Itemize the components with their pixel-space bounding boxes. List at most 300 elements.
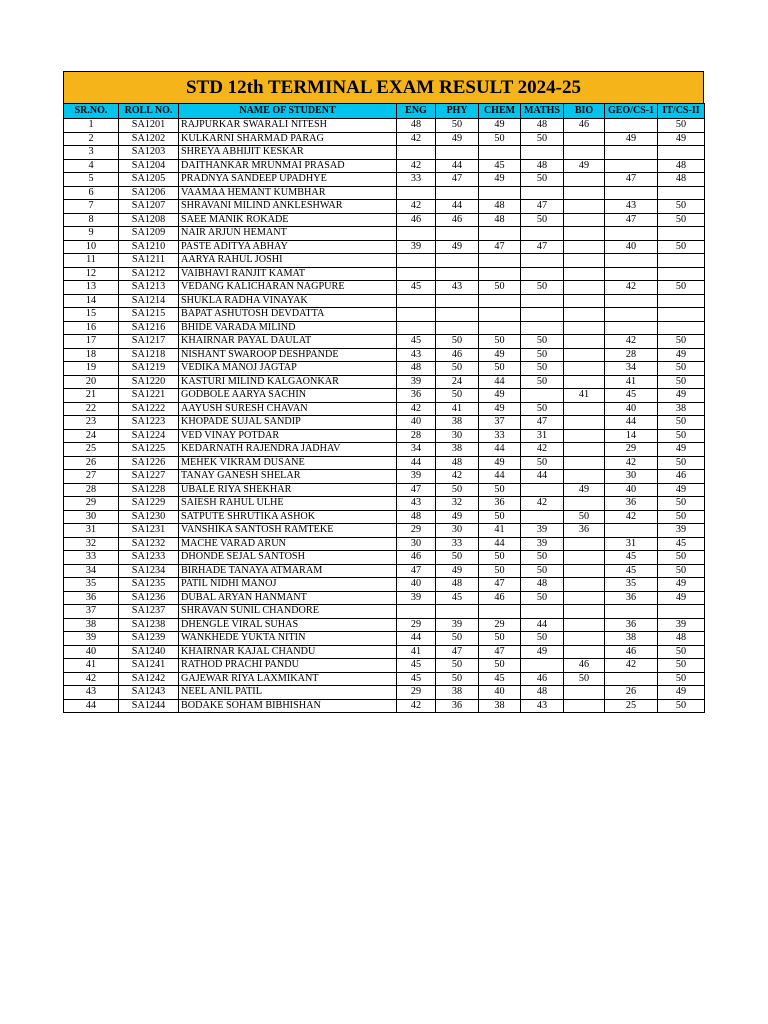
phy-cell: 47: [436, 173, 479, 187]
maths-cell: [521, 227, 564, 241]
student-name-cell: KHAIRNAR PAYAL DAULAT: [179, 335, 397, 349]
chem-cell: [479, 321, 521, 335]
geo-cs1-cell: 42: [605, 510, 658, 524]
bio-cell: 49: [564, 483, 605, 497]
phy-cell: 49: [436, 132, 479, 146]
student-name-cell: WANKHEDE YUKTA NITIN: [179, 632, 397, 646]
student-name-cell: SATPUTE SHRUTIKA ASHOK: [179, 510, 397, 524]
chem-cell: 48: [479, 213, 521, 227]
table-row: [64, 483, 705, 497]
col-header-geo-cs1: GEO/CS-1: [605, 104, 658, 119]
eng-cell: 42: [397, 159, 436, 173]
sr-no-cell: 33: [64, 551, 119, 565]
roll-no-cell: SA1222: [119, 402, 179, 416]
sr-no-cell: 10: [64, 240, 119, 254]
geo-cs1-cell: 43: [605, 200, 658, 214]
chem-cell: 44: [479, 537, 521, 551]
student-name-cell: SHUKLA RADHA VINAYAK: [179, 294, 397, 308]
phy-cell: [436, 267, 479, 281]
maths-cell: 50: [521, 213, 564, 227]
col-header-chem: CHEM: [479, 104, 521, 119]
maths-cell: 46: [521, 672, 564, 686]
phy-cell: 50: [436, 632, 479, 646]
bio-cell: 50: [564, 510, 605, 524]
roll-no-cell: SA1204: [119, 159, 179, 173]
roll-no-cell: SA1241: [119, 659, 179, 673]
bio-cell: [564, 470, 605, 484]
maths-cell: [521, 321, 564, 335]
student-name-cell: DHONDE SEJAL SANTOSH: [179, 551, 397, 565]
header-row: [64, 104, 705, 119]
geo-cs1-cell: 42: [605, 456, 658, 470]
sr-no-cell: 13: [64, 281, 119, 295]
roll-no-cell: SA1225: [119, 443, 179, 457]
roll-no-cell: SA1216: [119, 321, 179, 335]
chem-cell: [479, 186, 521, 200]
phy-cell: 38: [436, 443, 479, 457]
bio-cell: [564, 362, 605, 376]
it-cs2-cell: 50: [658, 551, 705, 565]
table-row: [64, 537, 705, 551]
it-cs2-cell: [658, 254, 705, 268]
roll-no-cell: SA1220: [119, 375, 179, 389]
col-header-eng: ENG: [397, 104, 436, 119]
phy-cell: 50: [436, 483, 479, 497]
chem-cell: 49: [479, 402, 521, 416]
maths-cell: [521, 267, 564, 281]
geo-cs1-cell: 45: [605, 564, 658, 578]
it-cs2-cell: [658, 227, 705, 241]
it-cs2-cell: 39: [658, 524, 705, 538]
phy-cell: [436, 308, 479, 322]
sr-no-cell: 44: [64, 699, 119, 713]
eng-cell: 45: [397, 659, 436, 673]
eng-cell: [397, 308, 436, 322]
eng-cell: 33: [397, 173, 436, 187]
table-row: [64, 659, 705, 673]
geo-cs1-cell: [605, 227, 658, 241]
sr-no-cell: 40: [64, 645, 119, 659]
it-cs2-cell: 50: [658, 335, 705, 349]
col-header-bio: BIO: [564, 104, 605, 119]
chem-cell: 47: [479, 578, 521, 592]
eng-cell: [397, 186, 436, 200]
roll-no-cell: SA1206: [119, 186, 179, 200]
bio-cell: [564, 632, 605, 646]
sr-no-cell: 31: [64, 524, 119, 538]
table-row: [64, 294, 705, 308]
roll-no-cell: SA1228: [119, 483, 179, 497]
chem-cell: 50: [479, 564, 521, 578]
geo-cs1-cell: 14: [605, 429, 658, 443]
geo-cs1-cell: 26: [605, 686, 658, 700]
maths-cell: 50: [521, 348, 564, 362]
it-cs2-cell: 48: [658, 159, 705, 173]
sr-no-cell: 22: [64, 402, 119, 416]
roll-no-cell: SA1214: [119, 294, 179, 308]
table-row: [64, 672, 705, 686]
eng-cell: 36: [397, 389, 436, 403]
it-cs2-cell: [658, 294, 705, 308]
bio-cell: [564, 443, 605, 457]
student-name-cell: GAJEWAR RIYA LAXMIKANT: [179, 672, 397, 686]
table-row: [64, 240, 705, 254]
eng-cell: 45: [397, 281, 436, 295]
phy-cell: [436, 146, 479, 160]
it-cs2-cell: 50: [658, 362, 705, 376]
bio-cell: [564, 416, 605, 430]
maths-cell: 50: [521, 281, 564, 295]
geo-cs1-cell: 31: [605, 537, 658, 551]
phy-cell: 49: [436, 510, 479, 524]
sr-no-cell: 18: [64, 348, 119, 362]
chem-cell: [479, 267, 521, 281]
sheet-title: STD 12th TERMINAL EXAM RESULT 2024-25: [63, 71, 704, 103]
student-name-cell: BODAKE SOHAM BIBHISHAN: [179, 699, 397, 713]
phy-cell: 43: [436, 281, 479, 295]
roll-no-cell: SA1237: [119, 605, 179, 619]
maths-cell: [521, 308, 564, 322]
chem-cell: 44: [479, 443, 521, 457]
sr-no-cell: 7: [64, 200, 119, 214]
maths-cell: 47: [521, 416, 564, 430]
table-row: [64, 308, 705, 322]
student-name-cell: SHRAVANI MILIND ANKLESHWAR: [179, 200, 397, 214]
eng-cell: 48: [397, 119, 436, 133]
table-row: [64, 591, 705, 605]
phy-cell: 48: [436, 578, 479, 592]
it-cs2-cell: 50: [658, 510, 705, 524]
maths-cell: 42: [521, 443, 564, 457]
table-row: [64, 645, 705, 659]
chem-cell: 50: [479, 659, 521, 673]
bio-cell: 46: [564, 659, 605, 673]
geo-cs1-cell: [605, 119, 658, 133]
eng-cell: [397, 605, 436, 619]
chem-cell: 44: [479, 375, 521, 389]
phy-cell: 50: [436, 659, 479, 673]
roll-no-cell: SA1227: [119, 470, 179, 484]
sr-no-cell: 36: [64, 591, 119, 605]
it-cs2-cell: 50: [658, 375, 705, 389]
student-name-cell: PRADNYA SANDEEP UPADHYE: [179, 173, 397, 187]
phy-cell: 47: [436, 645, 479, 659]
it-cs2-cell: 39: [658, 618, 705, 632]
table-row: [64, 618, 705, 632]
sr-no-cell: 9: [64, 227, 119, 241]
student-name-cell: AARYA RAHUL JOSHI: [179, 254, 397, 268]
sr-no-cell: 23: [64, 416, 119, 430]
student-name-cell: BIRHADE TANAYA ATMARAM: [179, 564, 397, 578]
student-name-cell: AAYUSH SURESH CHAVAN: [179, 402, 397, 416]
maths-cell: [521, 659, 564, 673]
chem-cell: 50: [479, 632, 521, 646]
student-name-cell: SAEE MANIK ROKADE: [179, 213, 397, 227]
eng-cell: [397, 294, 436, 308]
student-name-cell: VANSHIKA SANTOSH RAMTEKE: [179, 524, 397, 538]
sr-no-cell: 24: [64, 429, 119, 443]
it-cs2-cell: 38: [658, 402, 705, 416]
roll-no-cell: SA1242: [119, 672, 179, 686]
phy-cell: 33: [436, 537, 479, 551]
roll-no-cell: SA1201: [119, 119, 179, 133]
student-name-cell: MACHE VARAD ARUN: [179, 537, 397, 551]
maths-cell: 47: [521, 200, 564, 214]
col-header-roll-no: ROLL NO.: [119, 104, 179, 119]
phy-cell: 24: [436, 375, 479, 389]
sr-no-cell: 35: [64, 578, 119, 592]
table-row: [64, 362, 705, 376]
result-sheet: [63, 71, 704, 713]
eng-cell: 48: [397, 362, 436, 376]
roll-no-cell: SA1230: [119, 510, 179, 524]
phy-cell: 39: [436, 618, 479, 632]
roll-no-cell: SA1235: [119, 578, 179, 592]
student-name-cell: DHENGLE VIRAL SUHAS: [179, 618, 397, 632]
maths-cell: [521, 510, 564, 524]
phy-cell: [436, 227, 479, 241]
geo-cs1-cell: 36: [605, 591, 658, 605]
bio-cell: [564, 267, 605, 281]
table-row: [64, 686, 705, 700]
eng-cell: 45: [397, 335, 436, 349]
it-cs2-cell: 50: [658, 659, 705, 673]
it-cs2-cell: 50: [658, 213, 705, 227]
sr-no-cell: 17: [64, 335, 119, 349]
bio-cell: [564, 429, 605, 443]
bio-cell: 49: [564, 159, 605, 173]
student-name-cell: TANAY GANESH SHELAR: [179, 470, 397, 484]
bio-cell: [564, 294, 605, 308]
table-row: [64, 186, 705, 200]
bio-cell: [564, 173, 605, 187]
maths-cell: 43: [521, 699, 564, 713]
chem-cell: 50: [479, 132, 521, 146]
roll-no-cell: SA1233: [119, 551, 179, 565]
table-row: [64, 699, 705, 713]
phy-cell: 42: [436, 470, 479, 484]
bio-cell: [564, 213, 605, 227]
table-row: [64, 497, 705, 511]
maths-cell: [521, 186, 564, 200]
geo-cs1-cell: [605, 321, 658, 335]
roll-no-cell: SA1243: [119, 686, 179, 700]
phy-cell: 48: [436, 456, 479, 470]
bio-cell: [564, 335, 605, 349]
geo-cs1-cell: [605, 159, 658, 173]
geo-cs1-cell: 40: [605, 483, 658, 497]
student-name-cell: SAIESH RAHUL ULHE: [179, 497, 397, 511]
roll-no-cell: SA1209: [119, 227, 179, 241]
sr-no-cell: 28: [64, 483, 119, 497]
it-cs2-cell: 50: [658, 456, 705, 470]
student-name-cell: MEHEK VIKRAM DUSANE: [179, 456, 397, 470]
eng-cell: 46: [397, 551, 436, 565]
geo-cs1-cell: 40: [605, 240, 658, 254]
eng-cell: 41: [397, 645, 436, 659]
maths-cell: 50: [521, 456, 564, 470]
chem-cell: 50: [479, 281, 521, 295]
bio-cell: [564, 605, 605, 619]
sr-no-cell: 20: [64, 375, 119, 389]
eng-cell: 42: [397, 200, 436, 214]
bio-cell: [564, 375, 605, 389]
student-name-cell: PASTE ADITYA ABHAY: [179, 240, 397, 254]
roll-no-cell: SA1219: [119, 362, 179, 376]
maths-cell: 31: [521, 429, 564, 443]
student-name-cell: BAPAT ASHUTOSH DEVDATTA: [179, 308, 397, 322]
roll-no-cell: SA1224: [119, 429, 179, 443]
it-cs2-cell: [658, 186, 705, 200]
chem-cell: [479, 227, 521, 241]
table-row: [64, 119, 705, 133]
geo-cs1-cell: [605, 672, 658, 686]
bio-cell: [564, 618, 605, 632]
geo-cs1-cell: 45: [605, 551, 658, 565]
chem-cell: 45: [479, 159, 521, 173]
student-name-cell: KHAIRNAR KAJAL CHANDU: [179, 645, 397, 659]
chem-cell: 50: [479, 551, 521, 565]
student-name-cell: SHREYA ABHIJIT KESKAR: [179, 146, 397, 160]
it-cs2-cell: [658, 321, 705, 335]
sr-no-cell: 30: [64, 510, 119, 524]
student-name-cell: DAITHANKAR MRUNMAI PRASAD: [179, 159, 397, 173]
geo-cs1-cell: [605, 186, 658, 200]
table-row: [64, 159, 705, 173]
sr-no-cell: 27: [64, 470, 119, 484]
eng-cell: [397, 146, 436, 160]
table-row: [64, 375, 705, 389]
bio-cell: 46: [564, 119, 605, 133]
roll-no-cell: SA1202: [119, 132, 179, 146]
maths-cell: 50: [521, 591, 564, 605]
phy-cell: [436, 294, 479, 308]
geo-cs1-cell: [605, 146, 658, 160]
student-name-cell: KULKARNI SHARMAD PARAG: [179, 132, 397, 146]
chem-cell: 50: [479, 510, 521, 524]
chem-cell: 38: [479, 699, 521, 713]
table-row: [64, 402, 705, 416]
sr-no-cell: 43: [64, 686, 119, 700]
sr-no-cell: 37: [64, 605, 119, 619]
sr-no-cell: 42: [64, 672, 119, 686]
it-cs2-cell: 49: [658, 389, 705, 403]
roll-no-cell: SA1203: [119, 146, 179, 160]
bio-cell: [564, 146, 605, 160]
bio-cell: [564, 254, 605, 268]
eng-cell: 34: [397, 443, 436, 457]
chem-cell: [479, 308, 521, 322]
table-row: [64, 321, 705, 335]
geo-cs1-cell: [605, 254, 658, 268]
geo-cs1-cell: [605, 605, 658, 619]
geo-cs1-cell: [605, 294, 658, 308]
table-row: [64, 335, 705, 349]
maths-cell: 44: [521, 470, 564, 484]
maths-cell: 50: [521, 375, 564, 389]
chem-cell: 45: [479, 672, 521, 686]
it-cs2-cell: 50: [658, 119, 705, 133]
maths-cell: [521, 605, 564, 619]
roll-no-cell: SA1215: [119, 308, 179, 322]
it-cs2-cell: 50: [658, 416, 705, 430]
phy-cell: 50: [436, 551, 479, 565]
eng-cell: 39: [397, 375, 436, 389]
maths-cell: 47: [521, 240, 564, 254]
bio-cell: [564, 132, 605, 146]
maths-cell: [521, 146, 564, 160]
maths-cell: 50: [521, 173, 564, 187]
it-cs2-cell: [658, 146, 705, 160]
maths-cell: [521, 254, 564, 268]
it-cs2-cell: 48: [658, 173, 705, 187]
eng-cell: 43: [397, 348, 436, 362]
roll-no-cell: SA1232: [119, 537, 179, 551]
maths-cell: 50: [521, 362, 564, 376]
geo-cs1-cell: 47: [605, 213, 658, 227]
bio-cell: 41: [564, 389, 605, 403]
eng-cell: [397, 227, 436, 241]
col-header-name: NAME OF STUDENT: [179, 104, 397, 119]
phy-cell: 38: [436, 686, 479, 700]
eng-cell: 30: [397, 537, 436, 551]
it-cs2-cell: 49: [658, 443, 705, 457]
it-cs2-cell: 48: [658, 632, 705, 646]
eng-cell: [397, 267, 436, 281]
eng-cell: [397, 321, 436, 335]
bio-cell: [564, 348, 605, 362]
col-header-it-cs2: IT/CS-II: [658, 104, 705, 119]
sr-no-cell: 41: [64, 659, 119, 673]
eng-cell: 42: [397, 699, 436, 713]
maths-cell: 39: [521, 524, 564, 538]
bio-cell: [564, 564, 605, 578]
phy-cell: 41: [436, 402, 479, 416]
chem-cell: 47: [479, 645, 521, 659]
phy-cell: [436, 186, 479, 200]
sr-no-cell: 26: [64, 456, 119, 470]
geo-cs1-cell: 30: [605, 470, 658, 484]
maths-cell: 50: [521, 132, 564, 146]
roll-no-cell: SA1212: [119, 267, 179, 281]
roll-no-cell: SA1217: [119, 335, 179, 349]
geo-cs1-cell: 35: [605, 578, 658, 592]
chem-cell: 50: [479, 483, 521, 497]
phy-cell: 45: [436, 591, 479, 605]
roll-no-cell: SA1238: [119, 618, 179, 632]
table-row: [64, 348, 705, 362]
phy-cell: [436, 321, 479, 335]
results-table: [63, 103, 705, 713]
roll-no-cell: SA1240: [119, 645, 179, 659]
table-row: [64, 132, 705, 146]
roll-no-cell: SA1223: [119, 416, 179, 430]
eng-cell: 44: [397, 456, 436, 470]
it-cs2-cell: 50: [658, 497, 705, 511]
chem-cell: 47: [479, 240, 521, 254]
roll-no-cell: SA1207: [119, 200, 179, 214]
geo-cs1-cell: 46: [605, 645, 658, 659]
eng-cell: 29: [397, 524, 436, 538]
eng-cell: 29: [397, 686, 436, 700]
student-name-cell: SHRAVAN SUNIL CHANDORE: [179, 605, 397, 619]
phy-cell: 49: [436, 564, 479, 578]
eng-cell: 48: [397, 510, 436, 524]
sr-no-cell: 14: [64, 294, 119, 308]
chem-cell: 49: [479, 456, 521, 470]
bio-cell: [564, 227, 605, 241]
table-row: [64, 254, 705, 268]
